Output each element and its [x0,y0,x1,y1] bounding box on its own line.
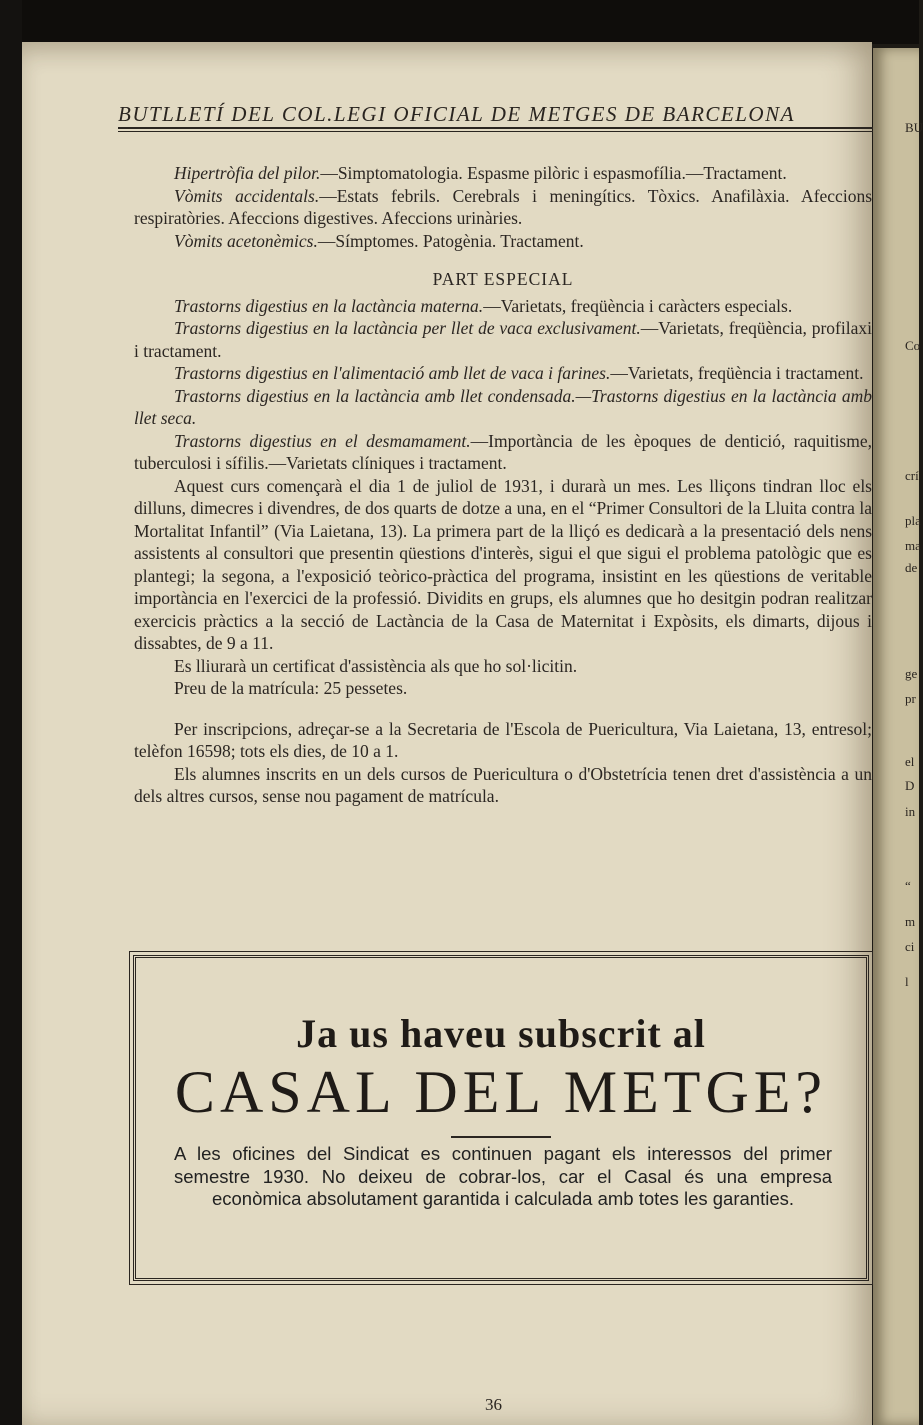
adjacent-page-fragment: crí [905,468,919,483]
adjacent-page-fragment: “ [905,878,911,893]
adjacent-page-fragment: ci [905,939,915,954]
paragraph: Trastorns digestius en la lactància amb llet condensada.—Trastorns digestius en la lactància amb llet seca. [134,385,872,428]
running-head-rule [118,127,873,129]
adjacent-page-fragment: l [905,974,909,989]
paragraph: Es lliurarà un certificat d'assistència als que ho sol·licitin. [174,655,578,676]
running-head: BUTLLETÍ DEL COL.LEGI OFICIAL DE METGES DE BARCELONA [118,102,795,126]
adjacent-page-fragment: in [905,804,916,819]
ad-divider [451,1136,551,1138]
paragraph: Trastorns digestius en la lactància per llet de vaca exclusivament.—Varietats, freqüència, profilaxi i tractament. [134,318,872,361]
paragraph: Hipertròfia del pilor.—Simptomatologia. Espasme pilòric i espasmofília.—Tractament. [174,163,787,183]
paragraph: Per inscripcions, adreçar-se a la Secretaria de l'Escola de Puericultura, Via Laietana, 13, entresol; telèfon 16598; tots els dies, de 10 a 1. [134,718,872,761]
running-head-rule-thin [118,131,873,132]
paragraph: Els alumnes inscrits en un dels cursos de Puericultura o d'Obstetrícia tenen dret d'assistència a un dels altres cursos, sense nou pagament de matrícula. [134,763,872,806]
adjacent-page-fragment: de [905,560,918,575]
adjacent-page-fragment: Co [905,338,921,353]
paragraph: Vòmits acetonèmics.—Símptomes. Patogènia. Tractament. [174,230,584,251]
ad-title: CASAL DEL METGE? [174,1059,828,1125]
paragraph: Aquest curs començarà el dia 1 de juliol de 1931, i durarà un mes. Les lliçons tindran lloc els dilluns, dimecres i divendres, de dos quarts de dotze a una, en el “Primer Consultori de la Lluita contra la Mortalitat Infantil” (Via Laietana, 13). La primera part de la lliçó es dedicarà a la presentació dels nens assistents al consultori que presentin qüestions d'interès, sigui el que sigui el problema patològic que es plantegi; la segona, a l'exposició teòrico-pràctica del programa, insistint en les qüestions de veritable importància en l'exercici de la professió. Dividits en grups, els alumnes que ho desitgin podran realitzar exercicis pràctics a la secció de Lactància de la Casa de Maternitat i Expòsits, els dimarts, dijous i dissabtes, de 9 a 11. [134,475,872,653]
body-text [134,162,872,808]
adjacent-page-fragment: ge [905,666,918,681]
paragraph: Trastorns digestius en la lactància materna.—Varietats, freqüència i caràcters especials. [174,295,793,316]
ad-headline: Ja us haveu subscrit al [296,1011,706,1056]
paragraph: Trastorns digestius en l'alimentació amb llet de vaca i farines.—Varietats, freqüència i tractament. [174,363,864,383]
adjacent-page-fragment: ma [905,538,921,553]
adjacent-page-edge [873,48,923,1425]
paragraph: Preu de la matrícula: 25 pessetes. [174,678,408,698]
adjacent-page-fragment: BU [905,120,923,135]
adjacent-page-fragment: m [905,914,916,929]
section-heading: PART ESPECIAL [432,269,574,289]
adjacent-page-fragment: el [905,754,915,769]
paragraph: Vòmits accidentals.—Estats febrils. Cerebrals i meningítics. Tòxics. Anafilàxia. Afeccions respiratòries. Afeccions digestives. Afeccions urinàries. [134,185,872,228]
adjacent-page-fragment: pla [905,513,921,528]
adjacent-page-fragment: pr [905,691,916,706]
scan-background-left [0,0,22,1425]
advertisement-box [133,955,869,1281]
adjacent-page-fragment: D [905,778,915,793]
page-number: 36 [485,1395,502,1414]
paragraph: Trastorns digestius en el desmamament.—Importància de les èpoques de dentició, raquitisme, tuberculosi i sífilis.—Varietats clíniques i tractament. [134,430,872,473]
scan-background-top [0,0,919,44]
ad-body-text: A les oficines del Sindicat es continuen pagant els interessos del primer semestre 1930. No deixeu de cobrar-los, car el Casal és una empresa econòmica absolutament garantida i calculada amb totes les garanties. [174,1143,832,1209]
